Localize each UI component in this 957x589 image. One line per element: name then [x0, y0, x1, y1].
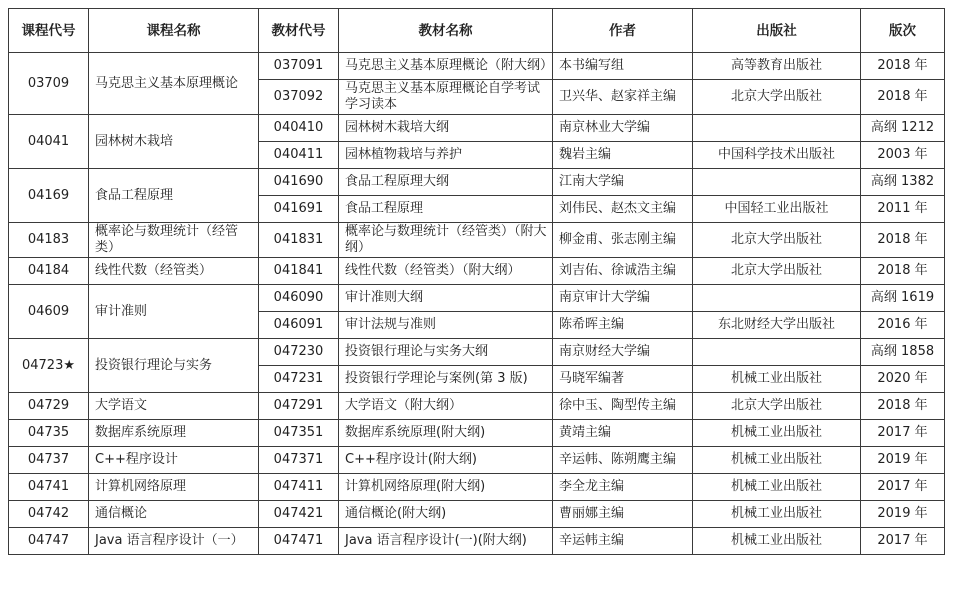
author-cell: 江南大学编: [553, 169, 693, 196]
author-cell: 本书编写组: [553, 53, 693, 80]
course-code-cell: 04169: [9, 169, 89, 223]
author-cell: 辛运帏、陈朔鹰主编: [553, 447, 693, 474]
course-name-cell: 概率论与数理统计（经管类）: [89, 223, 259, 258]
edition-cell: 2011 年: [861, 196, 945, 223]
book-code-cell: 041841: [259, 258, 339, 285]
course-name-cell: 园林树木栽培: [89, 115, 259, 169]
publisher-cell: 高等教育出版社: [693, 53, 861, 80]
author-cell: 南京林业大学编: [553, 115, 693, 142]
book-title-cell: C++程序设计(附大纲): [339, 447, 553, 474]
author-cell: 魏岩主编: [553, 142, 693, 169]
edition-cell: 2017 年: [861, 474, 945, 501]
course-code-cell: 04723★: [9, 339, 89, 393]
book-title-cell: 通信概论(附大纲): [339, 501, 553, 528]
edition-cell: 高纲 1382: [861, 169, 945, 196]
book-title-cell: Java 语言程序设计(一)(附大纲): [339, 528, 553, 555]
course-name-cell: 马克思主义基本原理概论: [89, 53, 259, 115]
book-code-cell: 047291: [259, 393, 339, 420]
course-code-cell: 04041: [9, 115, 89, 169]
publisher-cell: 中国科学技术出版社: [693, 142, 861, 169]
course-code-cell: 04737: [9, 447, 89, 474]
book-title-cell: 园林树木栽培大纲: [339, 115, 553, 142]
book-code-cell: 047471: [259, 528, 339, 555]
course-code-cell: 04735: [9, 420, 89, 447]
edition-cell: 2019 年: [861, 501, 945, 528]
book-code-cell: 041831: [259, 223, 339, 258]
edition-cell: 2018 年: [861, 80, 945, 115]
book-code-cell: 047421: [259, 501, 339, 528]
header-book-code: 教材代号: [259, 9, 339, 53]
book-code-cell: 041690: [259, 169, 339, 196]
book-code-cell: 046090: [259, 285, 339, 312]
course-name-cell: 投资银行理论与实务: [89, 339, 259, 393]
textbook-table-sheet: [8, 8, 945, 555]
book-code-cell: 047231: [259, 366, 339, 393]
author-cell: 刘吉佑、徐诚浩主编: [553, 258, 693, 285]
book-code-cell: 047351: [259, 420, 339, 447]
course-name-cell: 线性代数（经管类）: [89, 258, 259, 285]
publisher-cell: [693, 339, 861, 366]
course-code-cell: 04729: [9, 393, 89, 420]
book-code-cell: 037091: [259, 53, 339, 80]
book-title-cell: 马克思主义基本原理概论（附大纲）: [339, 53, 553, 80]
publisher-cell: 东北财经大学出版社: [693, 312, 861, 339]
book-title-cell: 大学语文（附大纲）: [339, 393, 553, 420]
table-body: [9, 53, 945, 555]
table-row: [9, 339, 945, 366]
author-cell: 南京财经大学编: [553, 339, 693, 366]
author-cell: 卫兴华、赵家祥主编: [553, 80, 693, 115]
publisher-cell: 北京大学出版社: [693, 80, 861, 115]
course-code-cell: 04184: [9, 258, 89, 285]
table-row: [9, 447, 945, 474]
author-cell: 刘伟民、赵杰文主编: [553, 196, 693, 223]
book-title-cell: 审计法规与准则: [339, 312, 553, 339]
edition-cell: 2017 年: [861, 528, 945, 555]
header-author: 作者: [553, 9, 693, 53]
table-row: [9, 169, 945, 196]
publisher-cell: 北京大学出版社: [693, 223, 861, 258]
book-code-cell: 047230: [259, 339, 339, 366]
author-cell: 李全龙主编: [553, 474, 693, 501]
publisher-cell: 机械工业出版社: [693, 420, 861, 447]
table-row: [9, 420, 945, 447]
table-row: [9, 501, 945, 528]
book-title-cell: 马克思主义基本原理概论自学考试学习读本: [339, 80, 553, 115]
course-name-cell: 通信概论: [89, 501, 259, 528]
course-name-cell: Java 语言程序设计（一）: [89, 528, 259, 555]
publisher-cell: [693, 115, 861, 142]
edition-cell: 2017 年: [861, 420, 945, 447]
course-name-cell: 食品工程原理: [89, 169, 259, 223]
edition-cell: 高纲 1619: [861, 285, 945, 312]
book-code-cell: 047371: [259, 447, 339, 474]
course-code-cell: 04741: [9, 474, 89, 501]
course-code-cell: 04609: [9, 285, 89, 339]
book-title-cell: 计算机网络原理(附大纲): [339, 474, 553, 501]
book-title-cell: 概率论与数理统计（经管类）（附大纲）: [339, 223, 553, 258]
publisher-cell: 机械工业出版社: [693, 474, 861, 501]
publisher-cell: 机械工业出版社: [693, 447, 861, 474]
book-title-cell: 食品工程原理: [339, 196, 553, 223]
table-row: [9, 53, 945, 80]
edition-cell: 2003 年: [861, 142, 945, 169]
author-cell: 黄靖主编: [553, 420, 693, 447]
table-row: [9, 223, 945, 258]
book-title-cell: 线性代数（经管类）（附大纲）: [339, 258, 553, 285]
publisher-cell: 中国轻工业出版社: [693, 196, 861, 223]
edition-cell: 2020 年: [861, 366, 945, 393]
edition-cell: 2018 年: [861, 393, 945, 420]
edition-cell: 高纲 1212: [861, 115, 945, 142]
book-title-cell: 投资银行理论与实务大纲: [339, 339, 553, 366]
edition-cell: 2019 年: [861, 447, 945, 474]
author-cell: 马晓军编著: [553, 366, 693, 393]
publisher-cell: [693, 169, 861, 196]
table-row: [9, 258, 945, 285]
course-code-cell: 04747: [9, 528, 89, 555]
publisher-cell: 机械工业出版社: [693, 501, 861, 528]
course-code-cell: 04183: [9, 223, 89, 258]
course-name-cell: 审计准则: [89, 285, 259, 339]
book-code-cell: 040411: [259, 142, 339, 169]
course-code-cell: 03709: [9, 53, 89, 115]
table-row: [9, 285, 945, 312]
publisher-cell: 机械工业出版社: [693, 528, 861, 555]
header-course-code: 课程代号: [9, 9, 89, 53]
header-publisher: 出版社: [693, 9, 861, 53]
publisher-cell: [693, 285, 861, 312]
course-code-cell: 04742: [9, 501, 89, 528]
course-name-cell: 计算机网络原理: [89, 474, 259, 501]
table-row: [9, 528, 945, 555]
book-code-cell: 041691: [259, 196, 339, 223]
header-book-title: 教材名称: [339, 9, 553, 53]
author-cell: 徐中玉、陶型传主编: [553, 393, 693, 420]
author-cell: 辛运帏主编: [553, 528, 693, 555]
edition-cell: 高纲 1858: [861, 339, 945, 366]
publisher-cell: 机械工业出版社: [693, 366, 861, 393]
table-row: [9, 474, 945, 501]
course-name-cell: C++程序设计: [89, 447, 259, 474]
book-code-cell: 047411: [259, 474, 339, 501]
course-name-cell: 数据库系统原理: [89, 420, 259, 447]
edition-cell: 2018 年: [861, 223, 945, 258]
book-title-cell: 审计准则大纲: [339, 285, 553, 312]
edition-cell: 2016 年: [861, 312, 945, 339]
edition-cell: 2018 年: [861, 53, 945, 80]
publisher-cell: 北京大学出版社: [693, 393, 861, 420]
header-row: [9, 9, 945, 53]
course-name-cell: 大学语文: [89, 393, 259, 420]
book-code-cell: 040410: [259, 115, 339, 142]
table-row: [9, 115, 945, 142]
book-title-cell: 食品工程原理大纲: [339, 169, 553, 196]
book-code-cell: 046091: [259, 312, 339, 339]
book-title-cell: 数据库系统原理(附大纲): [339, 420, 553, 447]
header-course-name: 课程名称: [89, 9, 259, 53]
author-cell: 陈希晖主编: [553, 312, 693, 339]
publisher-cell: 北京大学出版社: [693, 258, 861, 285]
header-edition: 版次: [861, 9, 945, 53]
edition-cell: 2018 年: [861, 258, 945, 285]
book-code-cell: 037092: [259, 80, 339, 115]
author-cell: 曹丽娜主编: [553, 501, 693, 528]
book-title-cell: 投资银行学理论与案例(第 3 版): [339, 366, 553, 393]
textbook-table: [8, 8, 945, 555]
author-cell: 柳金甫、张志刚主编: [553, 223, 693, 258]
author-cell: 南京审计大学编: [553, 285, 693, 312]
book-title-cell: 园林植物栽培与养护: [339, 142, 553, 169]
table-row: [9, 393, 945, 420]
